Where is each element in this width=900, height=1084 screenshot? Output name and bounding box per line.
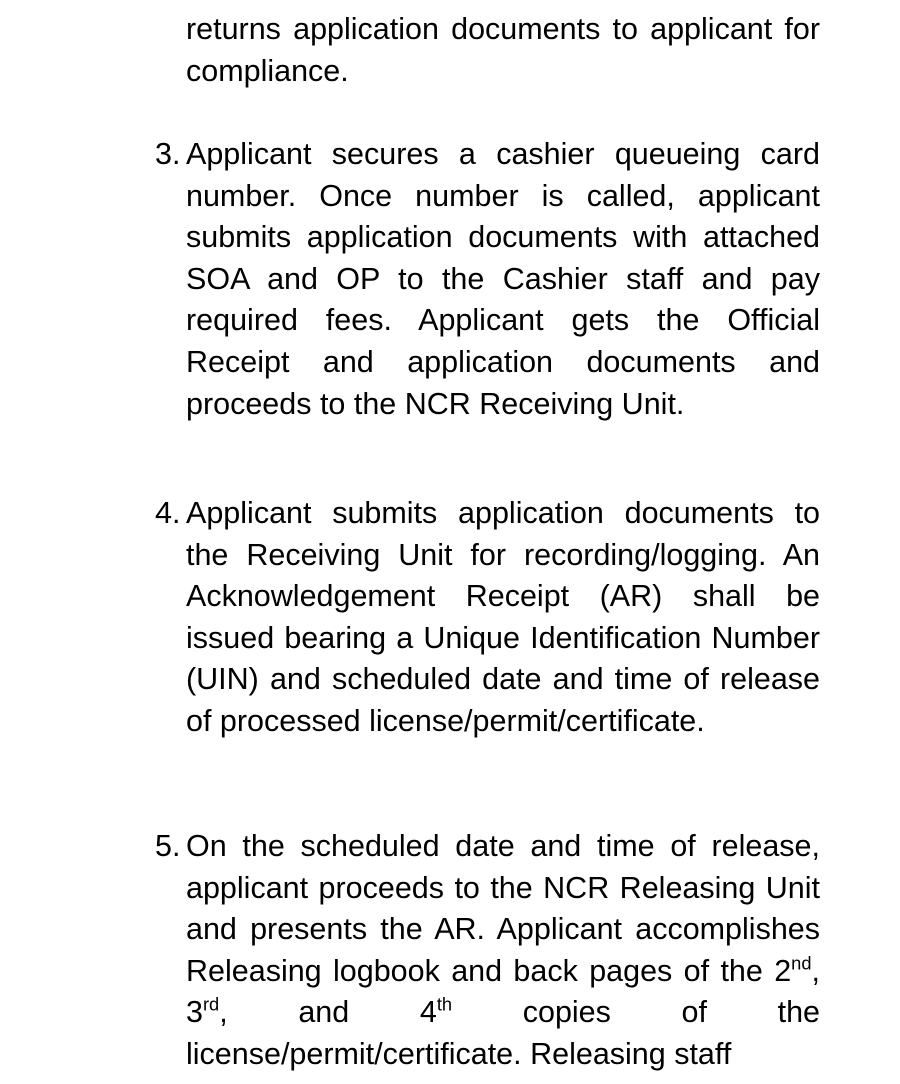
ordinal-suffix: rd [202, 994, 220, 1016]
step-text-part: , and 4 [219, 995, 437, 1030]
step-text: Applicant submits application documents to the Receiving Unit for recording/logging. An Acknowledgement Receipt (AR) shall be issued bearing a Unique Identification Number (UIN) and scheduled date and time of release of processed license/permit/certificate. [186, 496, 820, 738]
step-text-part: On the scheduled date and time of release, applicant proceeds to the NCR Releasing Unit and presents the AR. Applicant accomplishes Releasing logbook and back pages of the 2 [186, 829, 820, 988]
step-3 [155, 134, 820, 425]
ordinal-suffix: th [436, 994, 453, 1016]
continuation-text: returns application documents to applicant for compliance. [186, 12, 820, 88]
ordinal-suffix: nd [791, 952, 812, 974]
step-text: Applicant secures a cashier queueing card number. Once number is called, applicant submits application documents with attached SOA and OP to the Cashier staff and pay required fees. Applicant gets the Official Receipt and application documents and proceeds to the NCR Receiving Unit. [186, 137, 820, 421]
step-text-part: copies of the license/permit/certificate. Releasing staff [186, 995, 821, 1071]
continuation-paragraph [155, 9, 820, 92]
step-text-part: , 3 [186, 953, 820, 1030]
step-number: 3. [155, 137, 181, 171]
step-5 [155, 826, 820, 1076]
step-number: 5. [155, 829, 181, 863]
step-text [186, 826, 820, 1076]
step-number: 4. [155, 496, 181, 530]
step-4 [155, 493, 820, 743]
